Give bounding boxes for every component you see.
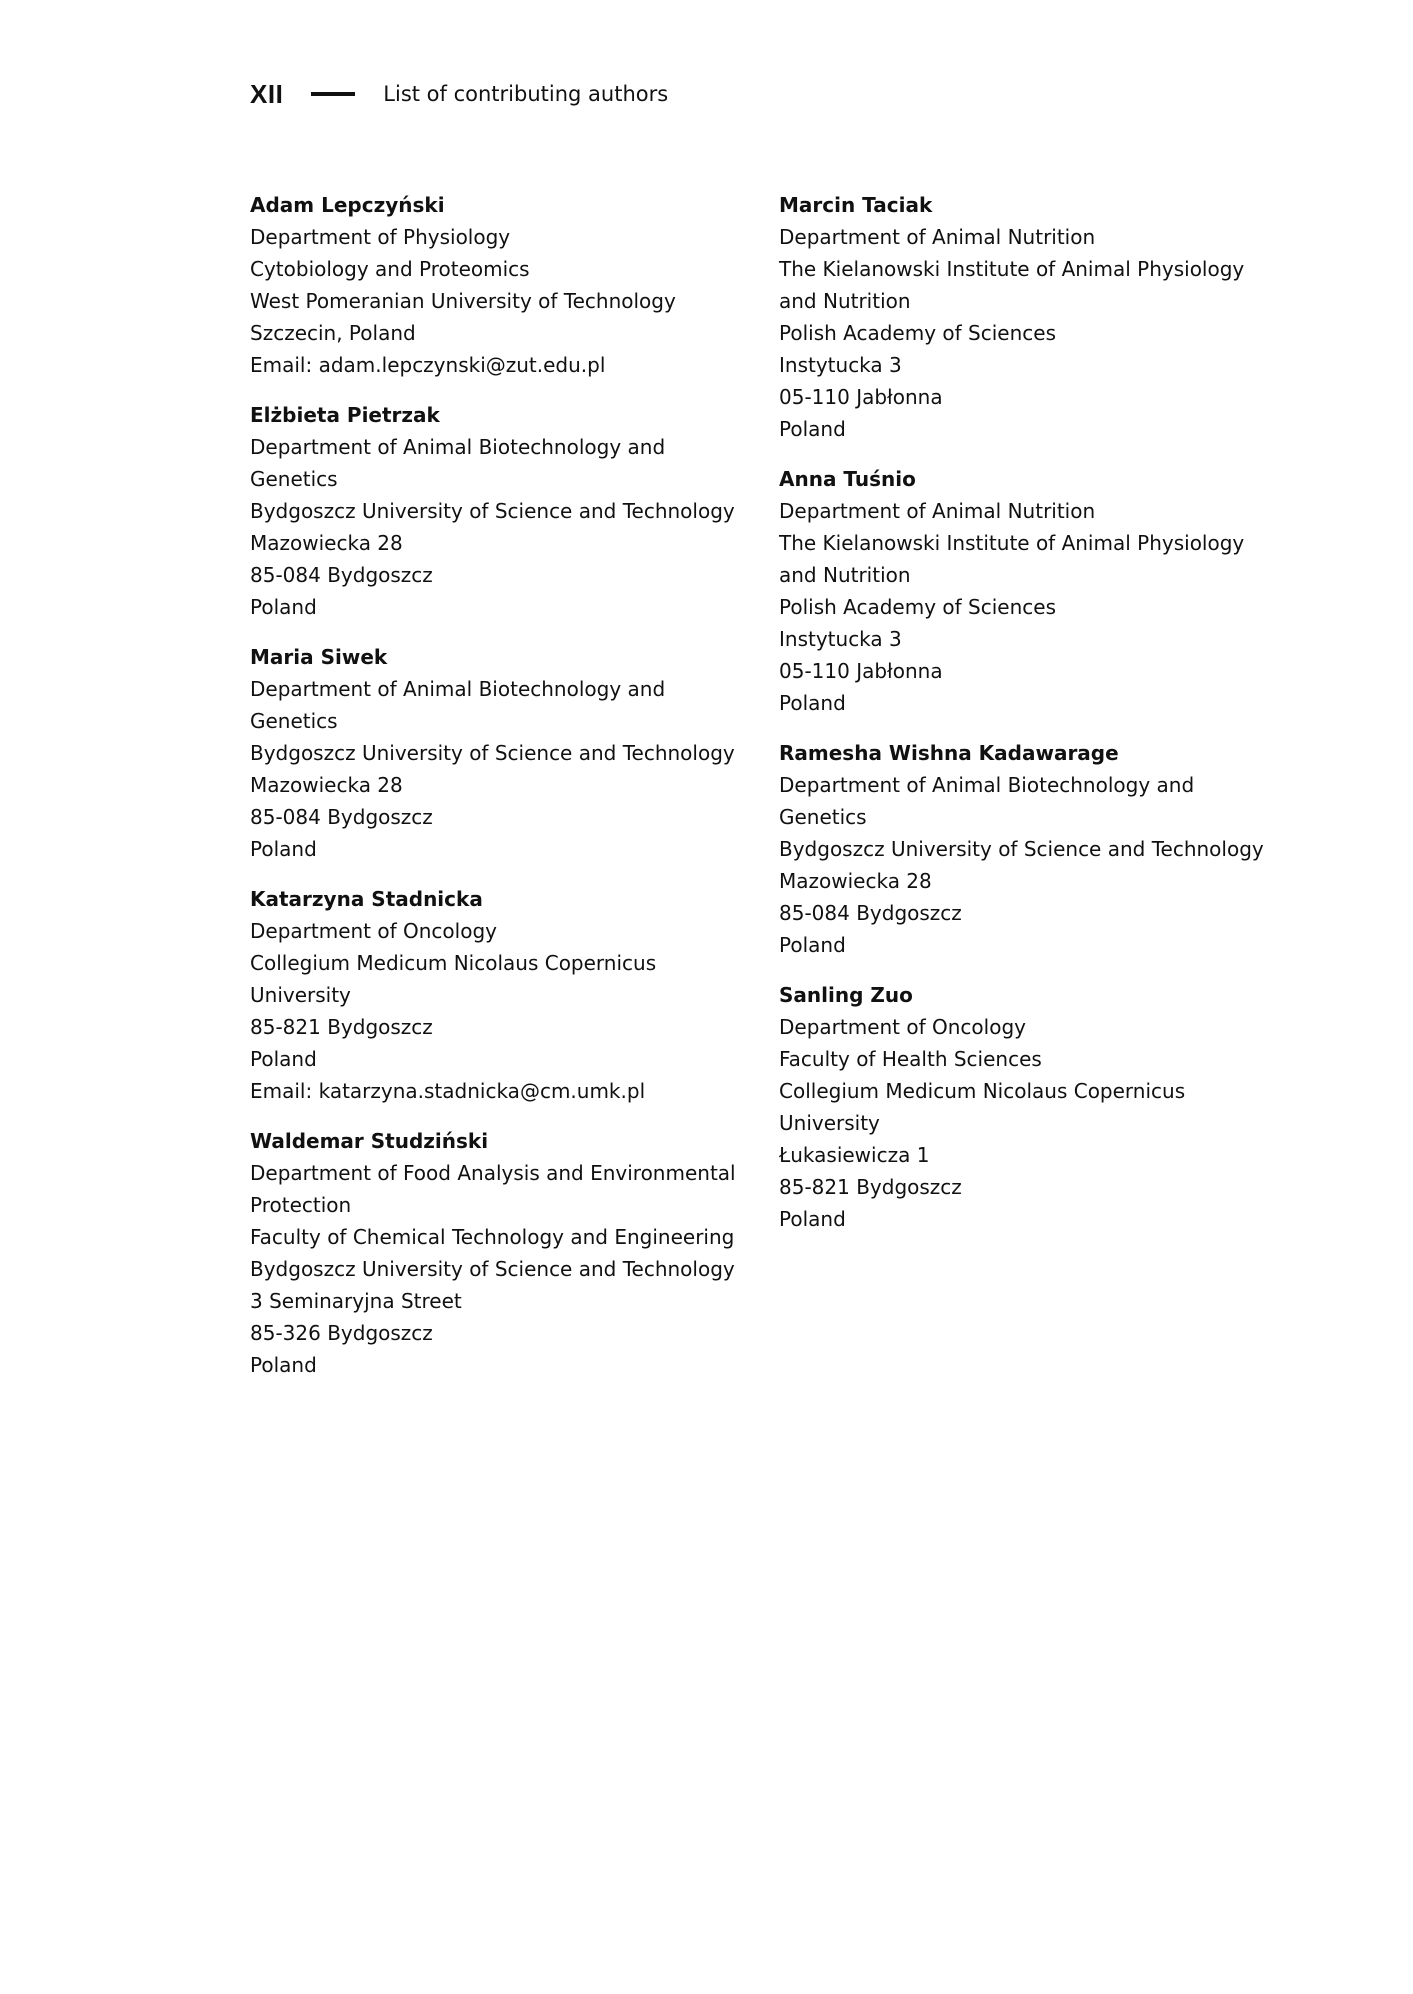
affiliation-line: 3 Seminaryjna Street — [250, 1289, 462, 1313]
affiliation-line: Instytucka 3 — [779, 627, 902, 651]
author-entry — [779, 737, 1289, 961]
affiliation-line: Poland — [250, 837, 317, 861]
affiliation-line: Poland — [779, 417, 846, 441]
left-author-column — [250, 189, 760, 1399]
affiliation-line: 85-084 Bydgoszcz — [250, 805, 433, 829]
affiliation-line: 85-326 Bydgoszcz — [250, 1321, 433, 1345]
affiliation-line: and Nutrition — [779, 563, 911, 587]
running-head — [250, 74, 668, 114]
author-name: Ramesha Wishna Kadawarage — [779, 741, 1119, 765]
author-name: Anna Tuśnio — [779, 467, 916, 491]
author-name: Sanling Zuo — [779, 983, 913, 1007]
affiliation-line: Instytucka 3 — [779, 353, 902, 377]
affiliation-line: Department of Animal Biotechnology and — [250, 435, 666, 459]
affiliation-line: The Kielanowski Institute of Animal Physiology — [779, 257, 1245, 281]
affiliation-line: Poland — [250, 1047, 317, 1071]
affiliation-line: Department of Animal Biotechnology and — [250, 677, 666, 701]
author-name: Waldemar Studziński — [250, 1129, 489, 1153]
affiliation-line: 85-821 Bydgoszcz — [250, 1015, 433, 1039]
affiliation-line: Poland — [250, 1353, 317, 1377]
affiliation-line: Poland — [779, 933, 846, 957]
author-entry — [779, 463, 1289, 719]
author-entry — [779, 189, 1289, 445]
affiliation-line: Department of Physiology — [250, 225, 511, 249]
affiliation-line: Protection — [250, 1193, 352, 1217]
affiliation-line: Poland — [779, 1207, 846, 1231]
author-name: Katarzyna Stadnicka — [250, 887, 483, 911]
affiliation-line: Genetics — [779, 805, 867, 829]
affiliation-line: Department of Oncology — [779, 1015, 1026, 1039]
affiliation-line: University — [250, 983, 351, 1007]
affiliation-line: and Nutrition — [779, 289, 911, 313]
affiliation-line: Department of Animal Nutrition — [779, 499, 1096, 523]
author-entry — [250, 883, 760, 1107]
affiliation-line: Bydgoszcz University of Science and Technology — [250, 741, 735, 765]
affiliation-line: Bydgoszcz University of Science and Technology — [250, 499, 735, 523]
affiliation-line: 85-084 Bydgoszcz — [250, 563, 433, 587]
affiliation-line: 05-110 Jabłonna — [779, 385, 943, 409]
affiliation-line: Bydgoszcz University of Science and Technology — [250, 1257, 735, 1281]
author-entry — [250, 189, 760, 381]
affiliation-line: Email: adam.lepczynski@zut.edu.pl — [250, 353, 606, 377]
affiliation-line: 05-110 Jabłonna — [779, 659, 943, 683]
affiliation-line: Polish Academy of Sciences — [779, 595, 1056, 619]
affiliation-line: Faculty of Health Sciences — [779, 1047, 1042, 1071]
affiliation-line: Department of Animal Nutrition — [779, 225, 1096, 249]
author-entry — [250, 641, 760, 865]
running-head-title: List of contributing authors — [383, 82, 669, 106]
affiliation-line: University — [779, 1111, 880, 1135]
author-name: Adam Lepczyński — [250, 193, 445, 217]
affiliation-line: 85-084 Bydgoszcz — [779, 901, 962, 925]
affiliation-line: Poland — [779, 691, 846, 715]
author-entry — [250, 399, 760, 623]
affiliation-line: Collegium Medicum Nicolaus Copernicus — [250, 951, 657, 975]
affiliation-line: Department of Food Analysis and Environmental — [250, 1161, 736, 1185]
affiliation-line: West Pomeranian University of Technology — [250, 289, 676, 313]
affiliation-line: Mazowiecka 28 — [779, 869, 932, 893]
affiliation-line: Łukasiewicza 1 — [779, 1143, 930, 1167]
author-entry — [250, 1125, 760, 1381]
affiliation-line: Bydgoszcz University of Science and Technology — [779, 837, 1264, 861]
author-name: Elżbieta Pietrzak — [250, 403, 440, 427]
affiliation-line: Mazowiecka 28 — [250, 531, 403, 555]
header-rule — [311, 92, 355, 96]
affiliation-line: The Kielanowski Institute of Animal Physiology — [779, 531, 1245, 555]
affiliation-line: Genetics — [250, 467, 338, 491]
affiliation-line: Faculty of Chemical Technology and Engineering — [250, 1225, 735, 1249]
affiliation-line: Mazowiecka 28 — [250, 773, 403, 797]
affiliation-line: Szczecin, Poland — [250, 321, 416, 345]
author-entry — [779, 979, 1289, 1235]
page-number: XII — [250, 78, 284, 109]
affiliation-line: Polish Academy of Sciences — [779, 321, 1056, 345]
right-author-column — [779, 189, 1289, 1253]
author-name: Maria Siwek — [250, 645, 388, 669]
author-name: Marcin Taciak — [779, 193, 933, 217]
affiliation-line: Email: katarzyna.stadnicka@cm.umk.pl — [250, 1079, 646, 1103]
affiliation-line: Collegium Medicum Nicolaus Copernicus — [779, 1079, 1186, 1103]
affiliation-line: Department of Animal Biotechnology and — [779, 773, 1195, 797]
affiliation-line: Department of Oncology — [250, 919, 497, 943]
affiliation-line: Cytobiology and Proteomics — [250, 257, 530, 281]
affiliation-line: Poland — [250, 595, 317, 619]
affiliation-line: 85-821 Bydgoszcz — [779, 1175, 962, 1199]
affiliation-line: Genetics — [250, 709, 338, 733]
